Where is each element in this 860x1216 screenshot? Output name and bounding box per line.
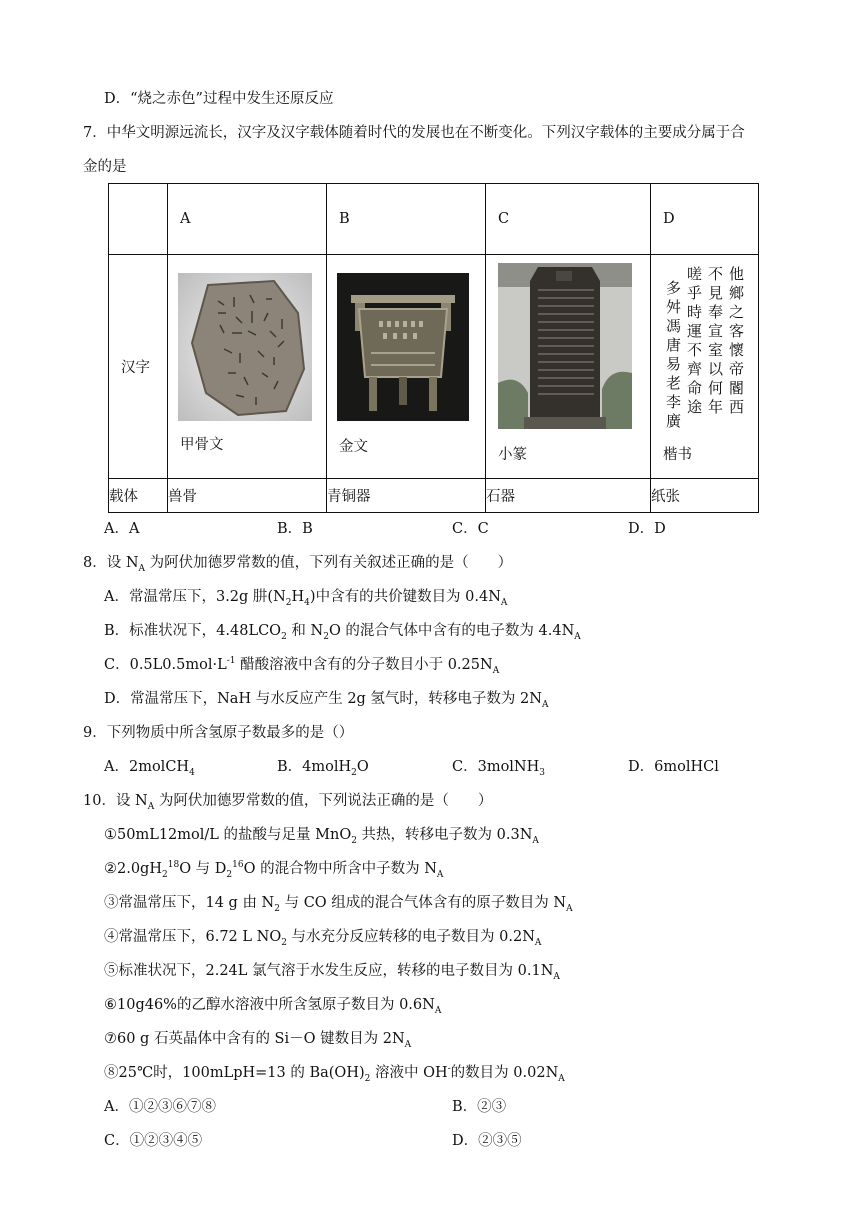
- caption-kaishu: 楷书: [663, 447, 692, 463]
- caption-jiaguwen: 甲骨文: [180, 437, 224, 453]
- q9-option-a: A．2molCH$_4$: [104, 759, 195, 778]
- q7-option-b: B．B: [277, 521, 313, 537]
- table-header-d: D: [651, 184, 759, 255]
- q8-option-c: C．$0.5L0.5mol\cdot L^{-1}$ 醋酸溶液中含有的分子数目小于 $0.25N_A$: [104, 656, 500, 676]
- q7-option-c: C．C: [452, 521, 489, 537]
- bronze-vessel-image: [337, 273, 469, 421]
- caption-jinwen: 金文: [339, 439, 368, 455]
- carrier-a: 兽骨: [168, 479, 327, 513]
- q10-item-6: ⑥10g46%的乙醇水溶液中所含氢原子数目为 $0.6N_A$: [104, 997, 442, 1016]
- cell-bronze: [327, 255, 486, 479]
- oracle-bone-image: [178, 273, 312, 421]
- stone-stele-image: [498, 263, 632, 429]
- calligraphy-column-3: 嗟乎時運不齊命途: [687, 265, 703, 416]
- q9-stem: 9．下列物质中所含氢原子数最多的是（）: [83, 725, 354, 741]
- cell-oracle-bone: [168, 255, 327, 479]
- carrier-c: 石器: [486, 479, 651, 513]
- q9-option-d: D．6molHCl: [628, 759, 719, 775]
- carrier-d: 纸张: [651, 479, 759, 513]
- carrier-b: 青铜器: [327, 479, 486, 513]
- q10-option-c: C．①②③④⑤: [104, 1133, 203, 1149]
- caption-xiaozhuan: 小篆: [498, 447, 527, 463]
- q10-item-3: ③常温常压下，14 g 由 $N_2$ 与 CO 组成的混合气体含有的原子数目为 $N_A$: [104, 895, 573, 914]
- q10-item-2: $②2.0gH_2^{18}O$ 与 $D_2^{16}O$ 的混合物中所含中子数为 $N_A$: [104, 860, 444, 880]
- q7-stem-line1: 7．中华文明源远流长，汉字及汉字载体随着时代的发展也在不断变化。下列汉字载体的主要成分属于合: [83, 125, 745, 141]
- q10-option-b: B．②③: [452, 1099, 507, 1115]
- q10-item-8: ⑧25℃时，100mLpH=13 的 $Ba(OH)_2$ 溶液中 OH-的数目为 $0.02N_A$: [104, 1064, 565, 1084]
- table-header-empty: [109, 184, 168, 255]
- q6-option-d: D．“烧之赤色”过程中发生还原反应: [104, 91, 334, 107]
- calligraphy-column-4: 多舛馮唐易老李廣: [666, 279, 682, 430]
- row-label-carrier: 载体: [109, 479, 168, 513]
- q8-option-b: B．标准状况下，$4.48LCO_2$ 和 $N_2O$ 的混合气体中含有的电子数为 $4.4N_A$: [104, 623, 581, 642]
- q8-option-a: A．常温常压下，3.2g 肼$(N_2H_4)$中含有的共价键数目为 $0.4N_A$: [104, 589, 508, 608]
- q9-option-c: C．3molNH$_3$: [452, 759, 546, 778]
- table-header-b: B: [327, 184, 486, 255]
- q8-option-d: D．常温常压下，NaH 与水反应产生 2g 氢气时，转移电子数为 $2N_A$: [104, 691, 549, 710]
- q10-item-1: ①50mL12mol/L 的盐酸与足量 MnO$_2$ 共热，转移电子数为 $0.3N_A$: [104, 827, 539, 846]
- q7-option-a: A．A: [104, 521, 140, 537]
- table-header-a: A: [168, 184, 327, 255]
- kaishu-calligraphy-image: [663, 265, 747, 429]
- calligraphy-column-1: 他鄉之客懷帝閽西: [729, 265, 745, 416]
- calligraphy-column-2: 不見奉宣室以何年: [708, 265, 724, 416]
- q10-item-5: ⑤标准状况下，2.24L 氯气溶于水发生反应，转移的电子数目为 $0.1N_A$: [104, 963, 560, 982]
- q10-stem: 10．设 $N_A$ 为阿伏加德罗常数的值，下列说法正确的是（ ）: [83, 793, 493, 812]
- q7-table: [108, 183, 759, 513]
- q10-option-a: A．①②③⑥⑦⑧: [104, 1099, 216, 1115]
- cell-stele: [486, 255, 651, 479]
- q7-stem-line2: 金的是: [83, 159, 127, 175]
- q10-option-d: D．②③⑤: [452, 1133, 522, 1149]
- q10-item-4: ④常温常压下，6.72 L $NO_2$ 与水充分反应转移的电子数目为 $0.2N_A$: [104, 929, 542, 948]
- cell-calligraphy: [651, 255, 759, 479]
- q8-stem: 8．设 $N_A$ 为阿伏加德罗常数的值，下列有关叙述正确的是（ ）: [83, 555, 513, 574]
- q7-option-d: D．D: [628, 521, 666, 537]
- q10-item-7: ⑦60 g 石英晶体中含有的 Si－O 键数目为 $2N_A$: [104, 1031, 412, 1050]
- q9-option-b: B．4molH$_2$O: [277, 759, 369, 778]
- row-label-hanzi: 汉字: [109, 255, 168, 479]
- table-header-c: C: [486, 184, 651, 255]
